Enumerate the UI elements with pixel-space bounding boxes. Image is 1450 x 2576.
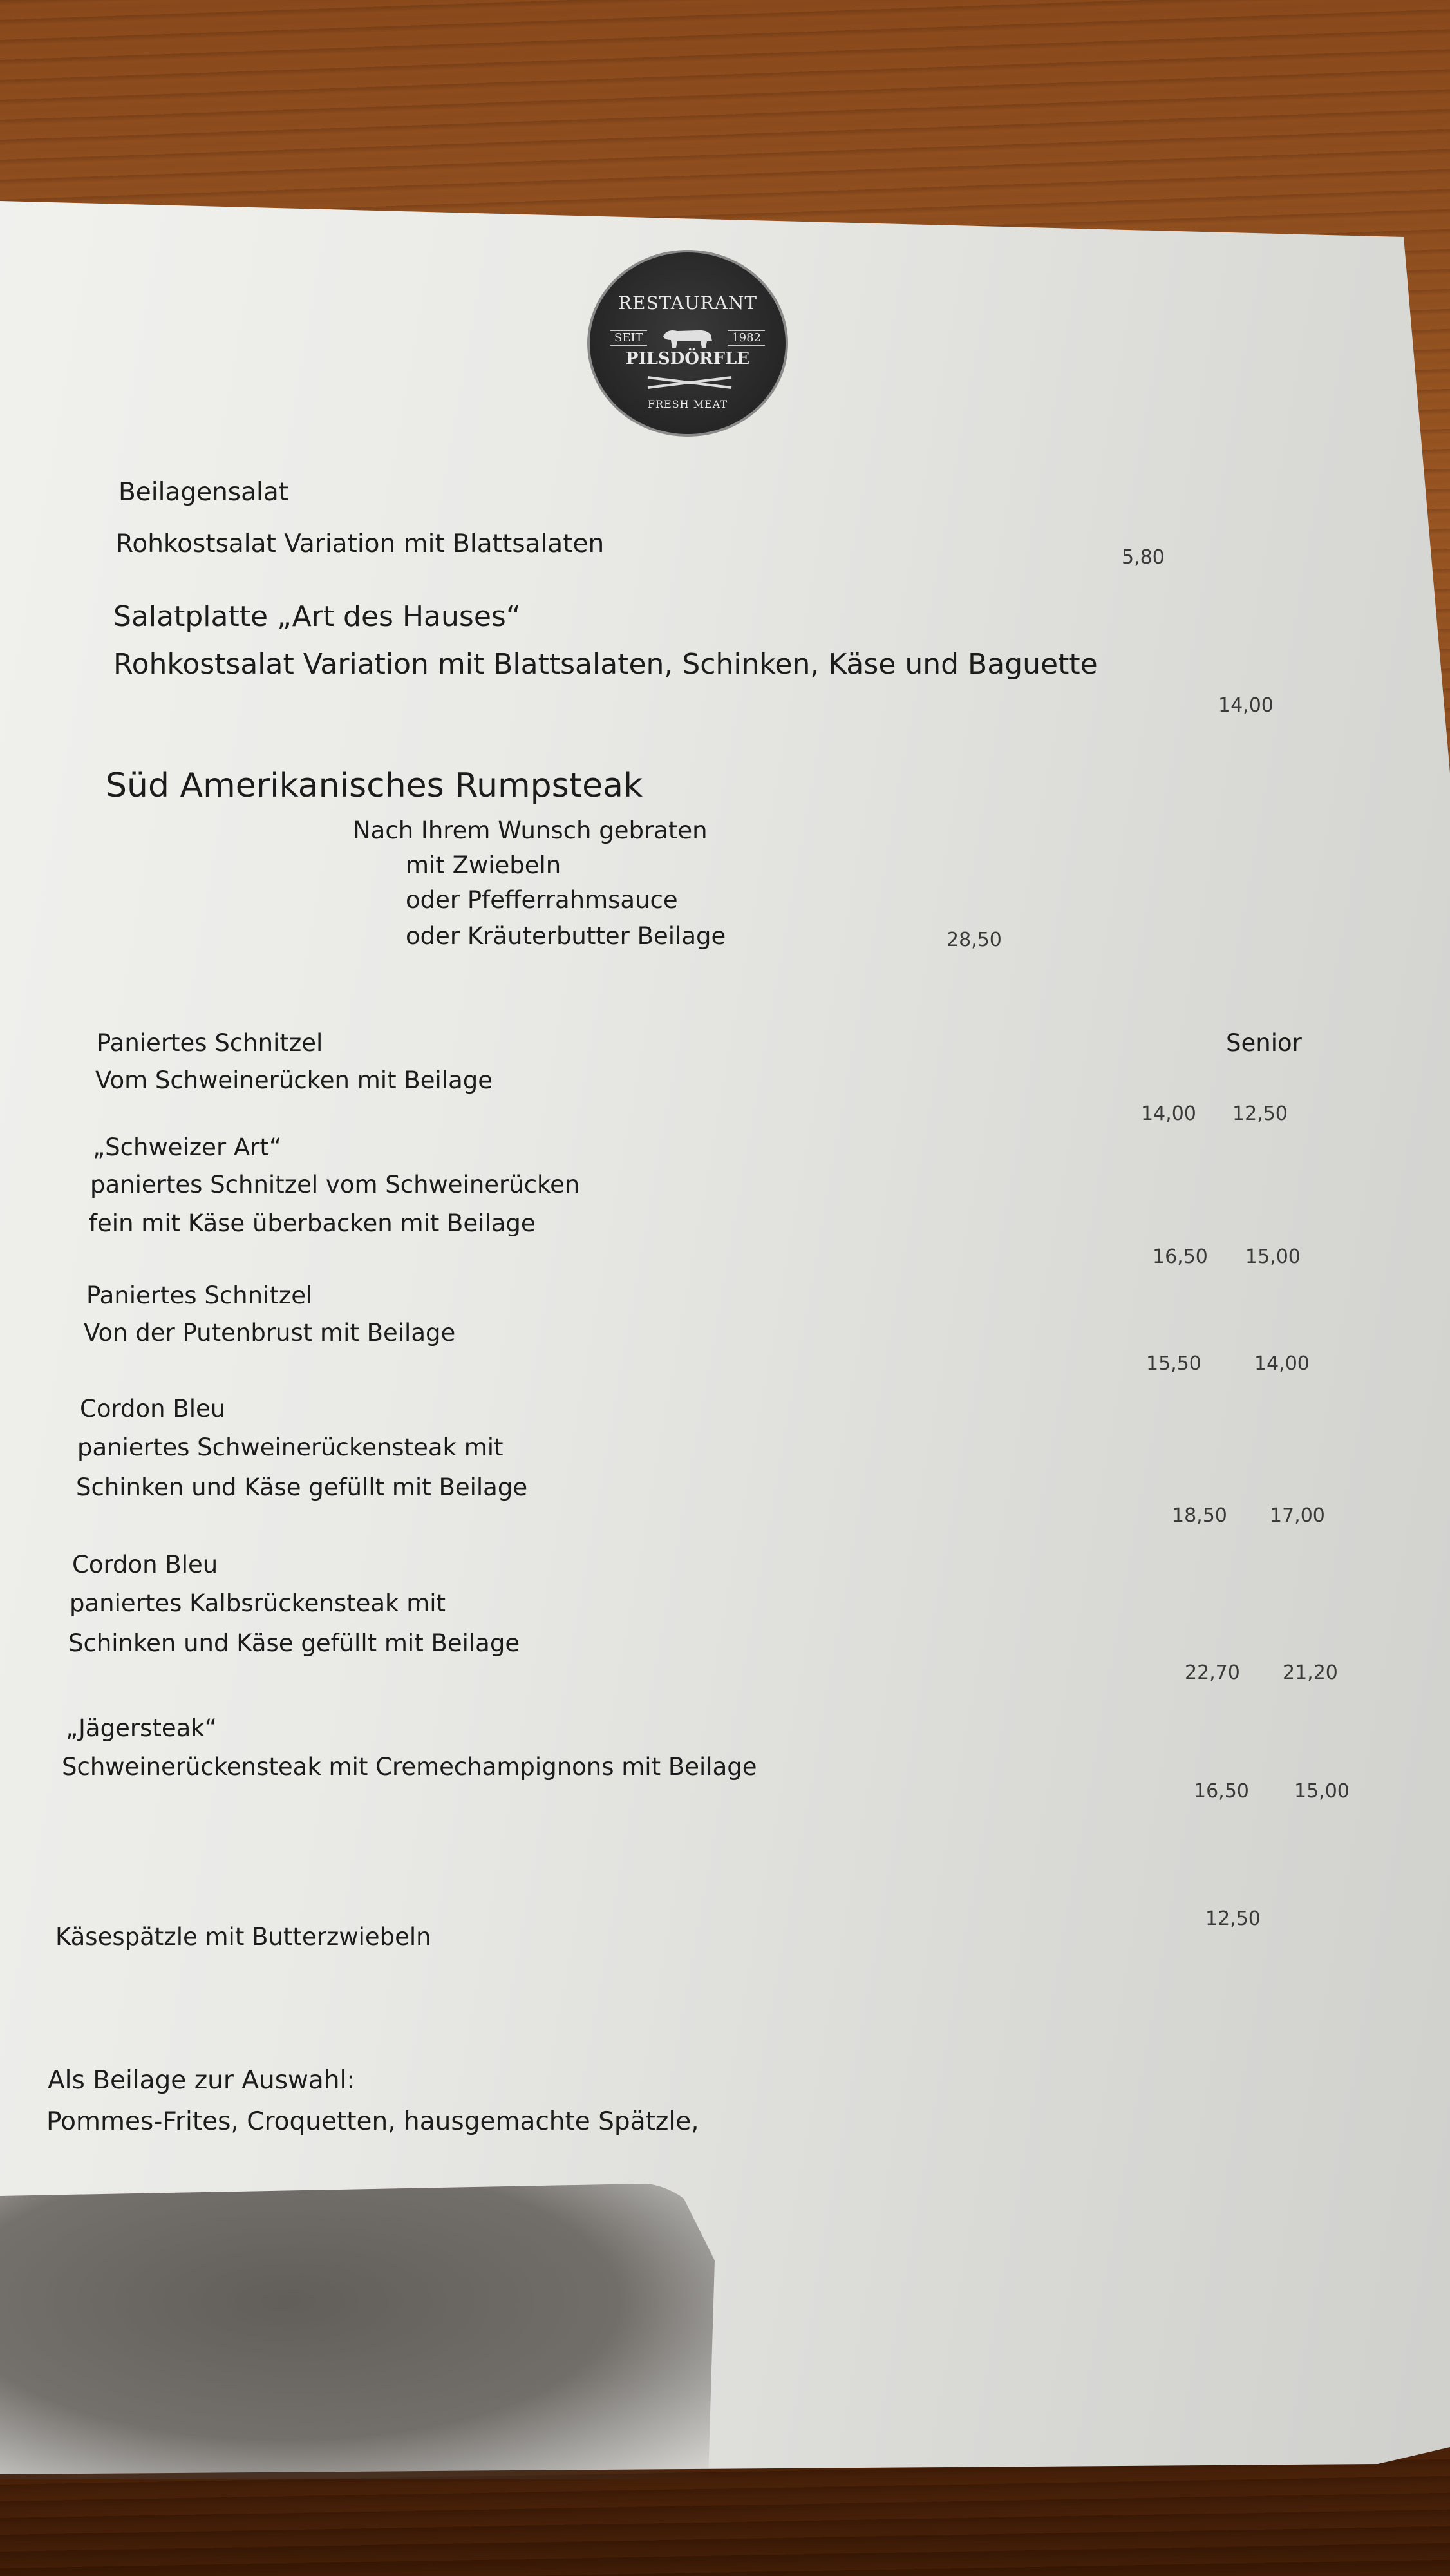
logo-seit-text: SEIT	[610, 330, 647, 346]
restaurant-logo	[587, 250, 788, 437]
cow-icon	[658, 325, 716, 350]
item-name: Beilagensalat	[118, 478, 289, 507]
item-name: Cordon Bleu	[72, 1551, 218, 1578]
item-description: Rohkostsalat Variation mit Blattsalaten, Schinken, Käse und Baguette	[113, 648, 1098, 681]
sides-heading: Als Beilage zur Auswahl:	[48, 2066, 355, 2095]
hand-shadow	[0, 2183, 715, 2479]
item-description: Schinken und Käse gefüllt mit Beilage	[76, 1473, 528, 1501]
item-price: 16,50	[1194, 1780, 1249, 1803]
logo-name-text: PILSDÖRFLE	[625, 349, 750, 368]
steak-line: oder Pfefferrahmsauce	[406, 886, 678, 914]
logo-fresh-meat-text: FRESH MEAT	[647, 398, 728, 410]
item-price: 14,00	[1218, 694, 1274, 717]
item-price: 14,00	[1141, 1103, 1196, 1125]
item-price: 18,50	[1172, 1504, 1227, 1527]
item-price: 5,80	[1122, 546, 1165, 569]
item-description: fein mit Käse überbacken mit Beilage	[89, 1209, 536, 1237]
item-name: Paniertes Schnitzel	[86, 1282, 313, 1309]
item-name: Salatplatte „Art des Hauses“	[113, 600, 521, 633]
item-name: Paniertes Schnitzel	[97, 1029, 323, 1057]
logo-restaurant-text: RESTAURANT	[617, 292, 758, 314]
item-name: Käsespätzle mit Butterzwiebeln	[55, 1923, 431, 1951]
crossed-knives-icon	[641, 375, 738, 390]
item-name: „Jägersteak“	[66, 1714, 217, 1742]
steak-price: 28,50	[946, 929, 1002, 951]
item-description: Von der Putenbrust mit Beilage	[84, 1319, 456, 1347]
item-price: 15,50	[1146, 1352, 1201, 1375]
steak-line: mit Zwiebeln	[406, 851, 561, 879]
item-description: Vom Schweinerücken mit Beilage	[95, 1066, 493, 1094]
item-senior-price: 15,00	[1245, 1245, 1301, 1268]
item-description: paniertes Schnitzel vom Schweinerücken	[90, 1171, 580, 1198]
item-senior-price: 21,20	[1283, 1662, 1338, 1684]
item-description: Schweinerückensteak mit Cremechampignons mit Beilage	[62, 1753, 757, 1781]
steak-line: Nach Ihrem Wunsch gebraten	[353, 817, 708, 844]
sides-list: Pommes-Frites, Croquetten, hausgemachte Spätzle,	[46, 2107, 699, 2136]
steak-line: oder Kräuterbutter Beilage	[406, 922, 726, 950]
senior-column-label: Senior	[1226, 1029, 1302, 1057]
item-name: Cordon Bleu	[80, 1395, 226, 1423]
item-price: 16,50	[1153, 1245, 1208, 1268]
item-senior-price: 12,50	[1232, 1103, 1288, 1125]
item-name: „Schweizer Art“	[93, 1133, 282, 1161]
item-senior-price: 15,00	[1294, 1780, 1350, 1803]
item-description: Schinken und Käse gefüllt mit Beilage	[68, 1629, 520, 1657]
item-description: paniertes Kalbsrückensteak mit	[70, 1589, 446, 1617]
item-description: paniertes Schweinerückensteak mit	[77, 1434, 504, 1461]
item-description: Rohkostsalat Variation mit Blattsalaten	[116, 529, 605, 558]
logo-year-text: 1982	[728, 330, 765, 346]
steak-heading: Süd Amerikanisches Rumpsteak	[106, 766, 643, 805]
item-price: 22,70	[1185, 1662, 1240, 1684]
item-senior-price: 14,00	[1254, 1352, 1310, 1375]
item-senior-price: 17,00	[1270, 1504, 1325, 1527]
item-price: 12,50	[1205, 1908, 1261, 1930]
